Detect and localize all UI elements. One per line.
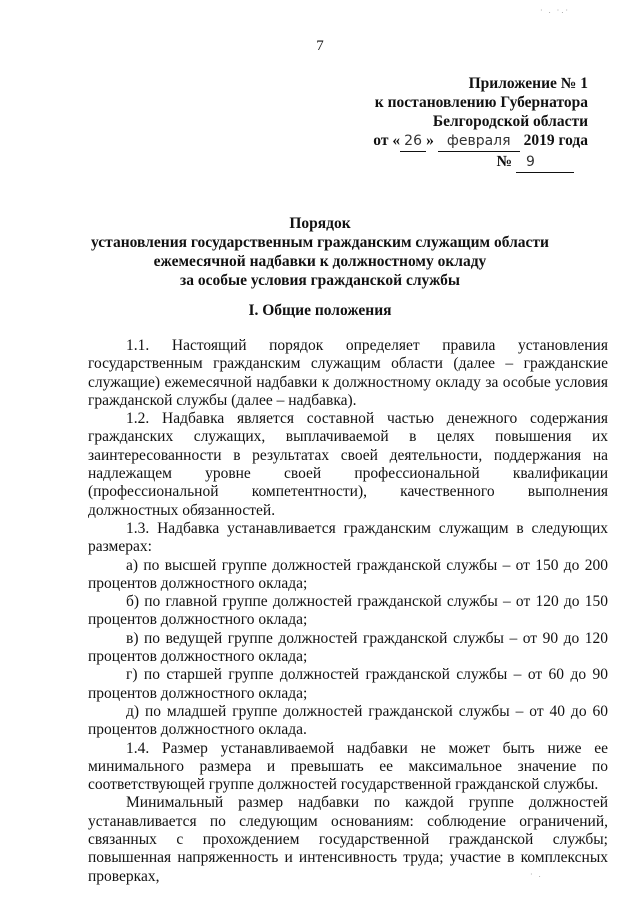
document-title (0, 214, 640, 290)
paragraph-minimum: Минимальный размер надбавки по каждой группе должностей устанавливается по следующим основаниям: соблюдение ограничений, связанных с прохождением государственной гражданской службы; повышенная напряженность и интенсивность труда; участие в комплексных проверках, (88, 794, 608, 885)
paragraph-1-2: 1.2. Надбавка является составной частью денежного содержания гражданских служащих, выплачиваемой в целях повышения их заинтересованности в результатах своей деятельности, поддержания на надлежащем уровне своей профессиональной квалификации (профессиональной компетентности), качественного выполнения должностных обязанностей. (88, 410, 608, 519)
scan-noise: · . ·.· (540, 6, 570, 15)
list-item-g: г) по старшей группе должностей гражданской службы – от 60 до 90 процентов должностного оклада; (88, 666, 608, 702)
appendix-header (373, 74, 588, 173)
number-value: 9 (516, 153, 574, 173)
title-line-2: установления государственным гражданским служащим области (91, 234, 549, 251)
body-text (88, 337, 608, 886)
title-line-1: Порядок (289, 215, 351, 232)
appendix-resolution: к постановлению Губернатора (374, 94, 588, 111)
title-line-4: за особые условия гражданской службы (180, 272, 460, 289)
appendix-region: Белгородской области (432, 113, 588, 130)
paragraph-1-4: 1.4. Размер устанавливаемой надбавки не может быть ниже ее минимального размера и превышать ее максимальное значение по соответствующей группе должностей государственной гражданской службы. (88, 739, 608, 794)
paragraph-1-3: 1.3. Надбавка устанавливается гражданским служащим в следующих размерах: (88, 519, 608, 556)
page-number: 7 (316, 38, 324, 54)
appendix-date (373, 131, 588, 152)
appendix-number (373, 152, 588, 173)
date-month: февраля (438, 132, 520, 152)
list-item-d: д) по младшей группе должностей гражданской службы – от 40 до 60 процентов должностного оклада. (88, 702, 608, 739)
list-item-a: а) по высшей группе должностей гражданской службы – от 150 до 200 процентов должностного оклада; (88, 556, 608, 592)
list-item-b: б) по главной группе должностей гражданской службы – от 120 до 150 процентов должностного оклада; (88, 593, 608, 629)
date-mid: » (426, 132, 434, 149)
paragraph-1-1: 1.1. Настоящий порядок определяет правила установления государственным гражданским служащим области (далее – гражданские служащие) ежемесячной надбавки к должностному окладу за особые условия гражданской службы (далее – надбавка). (88, 337, 608, 409)
date-year: 2019 года (523, 132, 588, 149)
scan-noise: · . (530, 870, 543, 879)
appendix-title: Приложение № 1 (468, 75, 588, 92)
date-day: 26 (400, 132, 426, 152)
section-heading: I. Общие положения (248, 302, 392, 319)
list-item-v: в) по ведущей группе должностей гражданской службы – от 90 до 120 процентов должностного оклада; (88, 629, 608, 666)
title-line-3: ежемесячной надбавки к должностному окладу (153, 253, 487, 270)
number-prefix: № (496, 153, 513, 170)
date-prefix: от « (373, 132, 401, 149)
